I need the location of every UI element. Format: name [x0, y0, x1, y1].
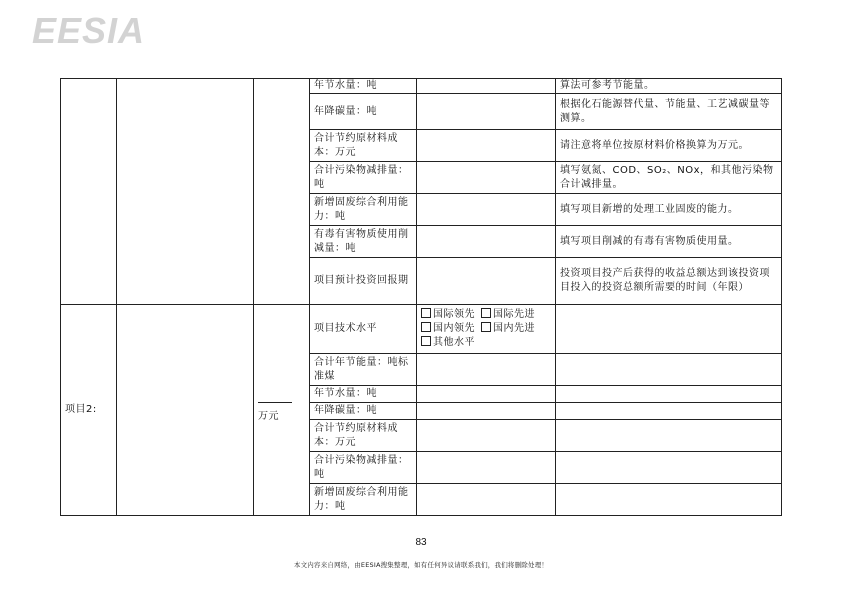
project-2-content[interactable]: [117, 305, 254, 516]
project-2-investment[interactable]: [254, 305, 310, 516]
indicator-value[interactable]: [417, 452, 556, 484]
indicator-value[interactable]: [417, 420, 556, 452]
indicator-label: 年降碳量：吨: [310, 403, 417, 420]
indicator-value[interactable]: [417, 354, 556, 386]
indicator-value[interactable]: [417, 386, 556, 403]
indicator-note: 请注意将单位按原材料价格换算为万元。: [556, 130, 782, 162]
indicator-value[interactable]: [417, 226, 556, 258]
project-2-label: 项目2:: [61, 305, 117, 516]
indicator-note: [556, 484, 782, 516]
indicator-note: [556, 354, 782, 386]
indicator-label: 项目技术水平: [310, 305, 417, 354]
checkbox-box[interactable]: [481, 322, 491, 332]
checkbox-intl-leading[interactable]: 国际领先: [421, 308, 475, 322]
indicator-label: 合计污染物减排量：吨: [310, 162, 417, 194]
tech-level-options: [417, 305, 556, 354]
footer-disclaimer: 本文内容来自网络，由EESIA搜集整理，如有任何异议请联系我们，我们将删除处理！: [293, 561, 549, 569]
indicator-value[interactable]: [417, 94, 556, 130]
indicator-note: 填写项目削减的有毒有害物质使用量。: [556, 226, 782, 258]
checkbox-box[interactable]: [421, 322, 431, 332]
investment-cell: [254, 79, 310, 305]
table-row: [61, 305, 782, 354]
checkbox-other-level[interactable]: 其他水平: [421, 336, 475, 350]
indicator-note: 投资项目投产后获得的收益总额达到该投资项目投入的投资总额所需要的时间（年限）: [556, 258, 782, 305]
project-name-cell: [61, 79, 117, 305]
eesia-logo: EESIA: [32, 10, 146, 51]
indicator-value[interactable]: [417, 484, 556, 516]
indicator-note: 根据化石能源替代量、节能量、工艺减碳量等测算。: [556, 94, 782, 130]
indicator-label: 项目预计投资回报期: [310, 258, 417, 305]
checkbox-intl-advanced[interactable]: 国际先进: [481, 308, 535, 322]
investment-underline: [258, 402, 292, 403]
indicator-note: [556, 452, 782, 484]
indicator-label: 合计年节能量：吨标准煤: [310, 354, 417, 386]
indicator-note: 填写氨氮、COD、SO₂、NOx，和其他污染物合计减排量。: [556, 162, 782, 194]
checkbox-box[interactable]: [421, 336, 431, 346]
indicator-value[interactable]: [417, 162, 556, 194]
indicator-label: 新增固废综合利用能力：吨: [310, 194, 417, 226]
page-number: 83: [415, 537, 427, 548]
project-content-cell: [117, 79, 254, 305]
indicator-note: 填写项目新增的处理工业固废的能力。: [556, 194, 782, 226]
indicator-label: 新增固废综合利用能力：吨: [310, 484, 417, 516]
indicator-value[interactable]: [417, 130, 556, 162]
indicator-label: 合计节约原材料成本：万元: [310, 420, 417, 452]
indicator-note: [556, 420, 782, 452]
indicator-label: 有毒有害物质使用削减量：吨: [310, 226, 417, 258]
indicator-label: 年降碳量：吨: [310, 94, 417, 130]
indicator-value[interactable]: [417, 194, 556, 226]
indicator-label: 合计节约原材料成本：万元: [310, 130, 417, 162]
indicator-note: [556, 403, 782, 420]
investment-unit: 万元: [258, 411, 279, 422]
indicator-note: [556, 386, 782, 403]
indicator-value[interactable]: [417, 258, 556, 305]
indicator-note: 算法可参考节能量。: [556, 79, 782, 94]
checkbox-domestic-leading[interactable]: 国内领先: [421, 322, 475, 336]
indicator-label: 年节水量：吨: [310, 386, 417, 403]
indicator-note: [556, 305, 782, 354]
indicator-label: 年节水量：吨: [310, 79, 417, 94]
project-indicator-table: [60, 78, 782, 516]
indicator-label: 合计污染物减排量：吨: [310, 452, 417, 484]
checkbox-domestic-advanced[interactable]: 国内先进: [481, 322, 535, 336]
indicator-value[interactable]: [417, 79, 556, 94]
indicator-value[interactable]: [417, 403, 556, 420]
checkbox-box[interactable]: [421, 308, 431, 318]
checkbox-box[interactable]: [481, 308, 491, 318]
table-row: [61, 79, 782, 94]
